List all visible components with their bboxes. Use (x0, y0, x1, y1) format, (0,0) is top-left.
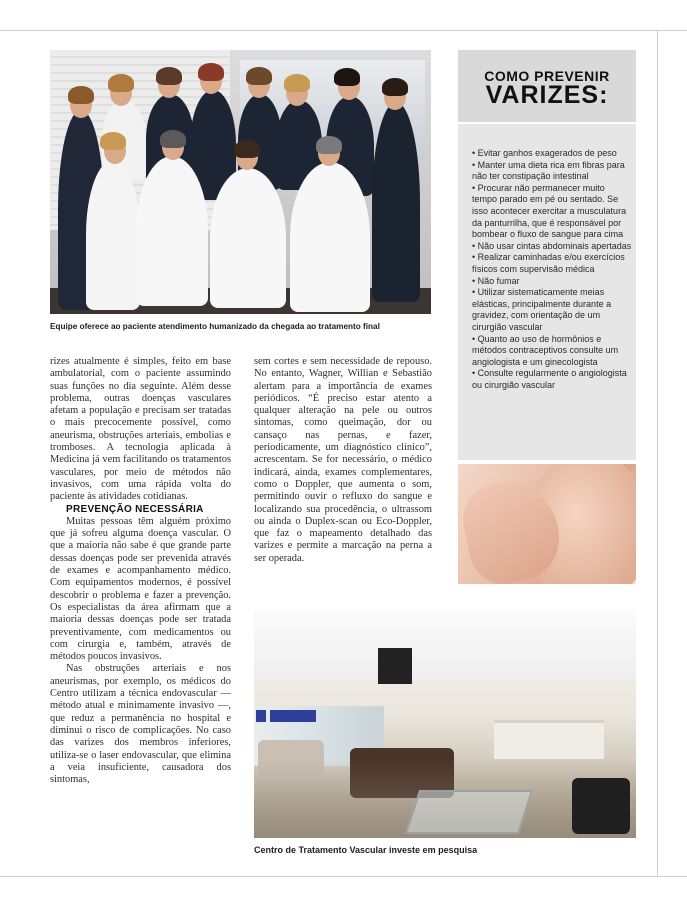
clinic-photo-caption: Centro de Tratamento Vascular investe em pesquisa (254, 845, 478, 855)
list-item: • Utilizar sistematicamente meias elásticas, principalmente durante a gravidez, com orientação de um cirurgião vascular (472, 287, 612, 332)
staff-photo-caption: Equipe oferece ao paciente atendimento humanizado da chegada ao tratamento final (50, 322, 380, 331)
prevention-tips-list (472, 148, 632, 391)
top-page-rule (0, 30, 687, 31)
article-column-1 (50, 356, 231, 786)
leg-closeup-photo (458, 464, 636, 584)
list-item: • Manter uma dieta rica em fibras para não ter constipação intestinal (472, 159, 625, 182)
list-item: • Realizar caminhadas e/ou exercícios físicos com supervisão médica (472, 252, 625, 274)
article-paragraph: Muitas pessoas têm alguém próximo que já sofreu alguma doença vascular. O que a maioria não sabe é que grande parte dessas doenças pode ser prevenida através de exames e acompanhamento médico. Com equipamentos modernos, é possível descobrir o problema e fazer a prevenção. Os especialistas da área afirmam que a maioria dessas doenças pode ser tratada preventivamente, com medicamentos ou com cirurgia e, também, através de métodos poucos invasivos. (50, 515, 231, 663)
list-item: • Consulte regularmente o angiologista ou cirurgião vascular (472, 368, 627, 390)
list-item: • Evitar ganhos exagerados de peso (472, 148, 617, 158)
list-item: • Não usar cintas abdominais apertadas (472, 240, 632, 251)
sidebar-title-line1: COMO PREVENIR (484, 68, 610, 84)
list-item: • Procurar não permanecer muito tempo parado em pé ou sentado. Se isso acontecer exercitar a musculatura da panturrilha, que é responsável por bombear o fluxo de sangue para cima (472, 182, 627, 240)
section-subheading: PREVENÇÃO NECESSÁRIA (66, 503, 204, 515)
bottom-page-rule (0, 876, 687, 877)
staff-team-photo (50, 50, 431, 314)
prevention-sidebar (458, 50, 636, 460)
article-paragraph: rizes atualmente é simples, feito em base ambulatorial, com o paciente assumindo suas funções no dia seguinte. Além desse problema, outras doenças vasculares afetam a população e precisam ser tratadas o mais precocemente possível, como aneurisma, obstruções arteriais, embolias e tromboses. A tecnologia aplicada à Medicina já vem facilitando os tratamentos vasculares, por meio de métodos não invasivos, com uma rápida volta do paciente às atividades cotidianas. (50, 356, 231, 503)
right-page-rule (657, 30, 658, 876)
list-item: • Quanto ao uso de hormônios e métodos contraceptivos consulte um angiologista e um ginecologista (472, 333, 619, 367)
sidebar-title-line2: VARIZES: (485, 81, 609, 109)
clinic-waiting-room-photo (254, 610, 636, 838)
list-item: • Não fumar (472, 275, 520, 286)
article-paragraph: Nas obstruções arteriais e nos aneurismas, por exemplo, os médicos do Centro utilizam a técnica endovascular — método atual e minimamente invasivo —, que reduz a permanência no hospital e diminui o risco de complicações. No caso das varizes dos membros inferiores, utiliza-se o laser endovascular, que elimina a veia insuficiente, causadora dos sintomas, (50, 663, 231, 786)
article-column-2 (254, 356, 432, 565)
sidebar-header (458, 50, 636, 124)
article-paragraph: sem cortes e sem necessidade de repouso. No entanto, Wagner, Willian e Sebastião alertam para a importância de exames periódicos. “É preciso estar atento a qualquer alteração na pele ou outros sintomas, como queimação, dor ou cansaço nas pernas, e fazer, periodicamente, um diagnóstico clínico”, acrescentam. Se for necessário, o médico indicará, ainda, exames complementares, como o Doppler, que aumenta o som, permitindo ouvir o refluxo do sangue e localizando sua procedência, o ultrassom ou ainda o Duplex-scan ou Eco-Doppler, que faz o mapeamento detalhado das varizes e permite a marcação na perna a ser operada. (254, 356, 432, 564)
